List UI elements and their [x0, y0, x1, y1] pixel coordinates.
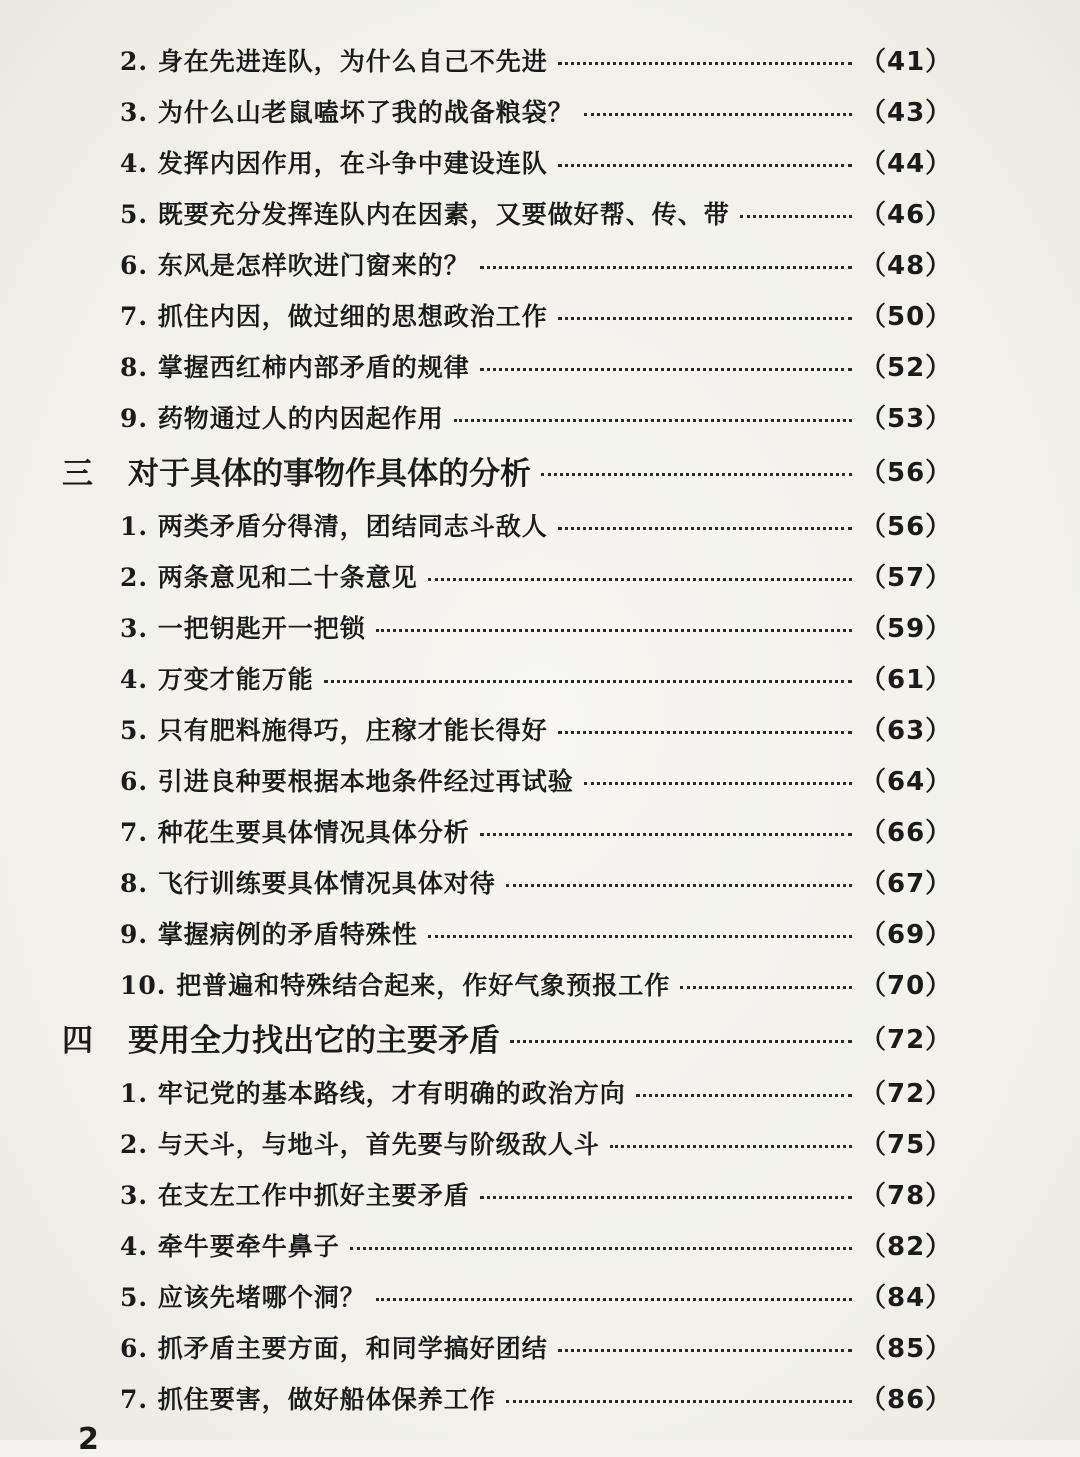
toc-entry-row: [0, 856, 1080, 907]
entry-title: 1. 两类矛盾分得清，团结同志斗敌人: [120, 511, 548, 541]
entry-title: 3. 在支左工作中抓好主要矛盾: [120, 1180, 470, 1210]
toc-entry-row: [0, 958, 1080, 1009]
dot-leader: [376, 629, 852, 632]
dot-leader: [584, 113, 852, 116]
entry-title: 2. 两条意见和二十条意见: [120, 562, 418, 592]
page-reference: （70）: [860, 971, 953, 1001]
section-title: 要用全力找出它的主要矛盾: [128, 1023, 500, 1059]
entry-title: 1. 牢记党的基本路线，才有明确的政治方向: [120, 1078, 626, 1108]
dot-leader: [558, 164, 852, 167]
page-reference: （66）: [860, 818, 953, 848]
dot-leader: [428, 935, 852, 938]
entry-title: 4. 牵牛要牵牛鼻子: [120, 1231, 340, 1261]
dot-leader: [480, 833, 852, 836]
toc-entry-row: [0, 391, 1080, 442]
toc-entry-row: [0, 601, 1080, 652]
dot-leader: [584, 782, 852, 785]
entry-title: 7. 抓住要害，做好船体保养工作: [120, 1384, 496, 1414]
entry-title: 5. 既要充分发挥连队内在因素，又要做好帮、传、带: [120, 199, 730, 229]
entry-title: 8. 飞行训练要具体情况具体对待: [120, 868, 496, 898]
dot-leader: [680, 986, 852, 989]
dot-leader: [506, 884, 852, 887]
entry-title: 3. 为什么山老鼠嗑坏了我的战备粮袋？: [120, 97, 574, 127]
page-reference: （41）: [860, 47, 953, 77]
page-reference: （48）: [860, 251, 953, 281]
page-reference: （50）: [860, 302, 953, 332]
toc-section-row: [0, 442, 1080, 499]
page-reference: （63）: [860, 716, 953, 746]
toc-entry-row: [0, 1270, 1080, 1321]
dot-leader: [558, 731, 852, 734]
dot-leader: [454, 419, 852, 422]
toc-entry-row: [0, 34, 1080, 85]
page-reference: （61）: [860, 665, 953, 695]
page-reference: （72）: [860, 1025, 953, 1055]
entry-title: 7. 种花生要具体情况具体分析: [120, 817, 470, 847]
dot-leader: [350, 1247, 852, 1250]
entry-title: 8. 掌握西红柿内部矛盾的规律: [120, 352, 470, 382]
page-reference: （84）: [860, 1283, 953, 1313]
page-reference: （57）: [860, 563, 953, 593]
section-number: 四: [62, 1023, 93, 1059]
dot-leader: [636, 1094, 852, 1097]
page-reference: （75）: [860, 1130, 953, 1160]
page-reference: （82）: [860, 1232, 953, 1262]
toc-entry-row: [0, 907, 1080, 958]
toc-section-row: [0, 1009, 1080, 1066]
entry-title: 9. 掌握病例的矛盾特殊性: [120, 919, 418, 949]
page-reference: （52）: [860, 353, 953, 383]
page-reference: （59）: [860, 614, 953, 644]
dot-leader: [558, 527, 852, 530]
toc-entry-row: [0, 754, 1080, 805]
page-reference: （44）: [860, 149, 953, 179]
entry-title: 10. 把普遍和特殊结合起来，作好气象预报工作: [120, 970, 671, 1000]
entry-title: 6. 引进良种要根据本地条件经过再试验: [120, 766, 574, 796]
toc-entry-row: [0, 1321, 1080, 1372]
toc-entry-row: [0, 1168, 1080, 1219]
toc-entry-row: [0, 805, 1080, 856]
page-reference: （69）: [860, 920, 953, 950]
dot-leader: [740, 215, 852, 218]
entry-title: 6. 抓矛盾主要方面，和同学搞好团结: [120, 1333, 548, 1363]
dot-leader: [510, 1040, 852, 1043]
toc-entry-row: [0, 703, 1080, 754]
dot-leader: [376, 1298, 852, 1301]
entry-title: 5. 只有肥料施得巧，庄稼才能长得好: [120, 715, 548, 745]
toc-entry-row: [0, 1219, 1080, 1270]
toc-entry-row: [0, 340, 1080, 391]
dot-leader: [558, 317, 852, 320]
toc-entry-row: [0, 550, 1080, 601]
toc-entry-row: [0, 1117, 1080, 1168]
toc-entry-row: [0, 289, 1080, 340]
page-reference: （46）: [860, 200, 953, 230]
toc-entry-row: [0, 187, 1080, 238]
dot-leader: [480, 368, 852, 371]
toc-entry-row: [0, 499, 1080, 550]
page-reference: （53）: [860, 404, 953, 434]
entry-title: 9. 药物通过人的内因起作用: [120, 403, 444, 433]
page-reference: （78）: [860, 1181, 953, 1211]
page-reference: （85）: [860, 1334, 953, 1364]
dot-leader: [428, 578, 852, 581]
dot-leader: [324, 680, 852, 683]
dot-leader: [610, 1145, 852, 1148]
page-reference: （72）: [860, 1079, 953, 1109]
entry-title: 2. 与天斗，与地斗，首先要与阶级敌人斗: [120, 1129, 600, 1159]
page-reference: （67）: [860, 869, 953, 899]
toc-entry-row: [0, 238, 1080, 289]
entry-title: 6. 东风是怎样吹进门窗来的？: [120, 250, 470, 280]
toc-entry-row: [0, 136, 1080, 187]
entry-title: 4. 发挥内因作用，在斗争中建设连队: [120, 148, 548, 178]
table-of-contents: [0, 34, 1080, 1423]
page-reference: （56）: [860, 458, 953, 488]
toc-entry-row: [0, 652, 1080, 703]
dot-leader: [480, 1196, 852, 1199]
dot-leader: [558, 62, 852, 65]
dot-leader: [558, 1349, 852, 1352]
entry-title: 4. 万变才能万能: [120, 664, 314, 694]
toc-entry-row: [0, 85, 1080, 136]
entry-title: 2. 身在先进连队，为什么自己不先进: [120, 46, 548, 76]
entry-title: 5. 应该先堵哪个洞？: [120, 1282, 366, 1312]
dot-leader: [480, 266, 852, 269]
page-reference: （43）: [860, 98, 953, 128]
page-reference: （64）: [860, 767, 953, 797]
dot-leader: [541, 473, 852, 476]
section-number: 三: [62, 456, 93, 492]
entry-title: 3. 一把钥匙开一把锁: [120, 613, 366, 643]
toc-entry-row: [0, 1066, 1080, 1117]
entry-title: 7. 抓住内因，做过细的思想政治工作: [120, 301, 548, 331]
footer-page-number: 2: [78, 1422, 99, 1457]
section-title: 对于具体的事物作具体的分析: [128, 456, 531, 492]
dot-leader: [506, 1400, 852, 1403]
page-reference: （56）: [860, 512, 953, 542]
toc-entry-row: [0, 1372, 1080, 1423]
page-reference: （86）: [860, 1385, 953, 1415]
